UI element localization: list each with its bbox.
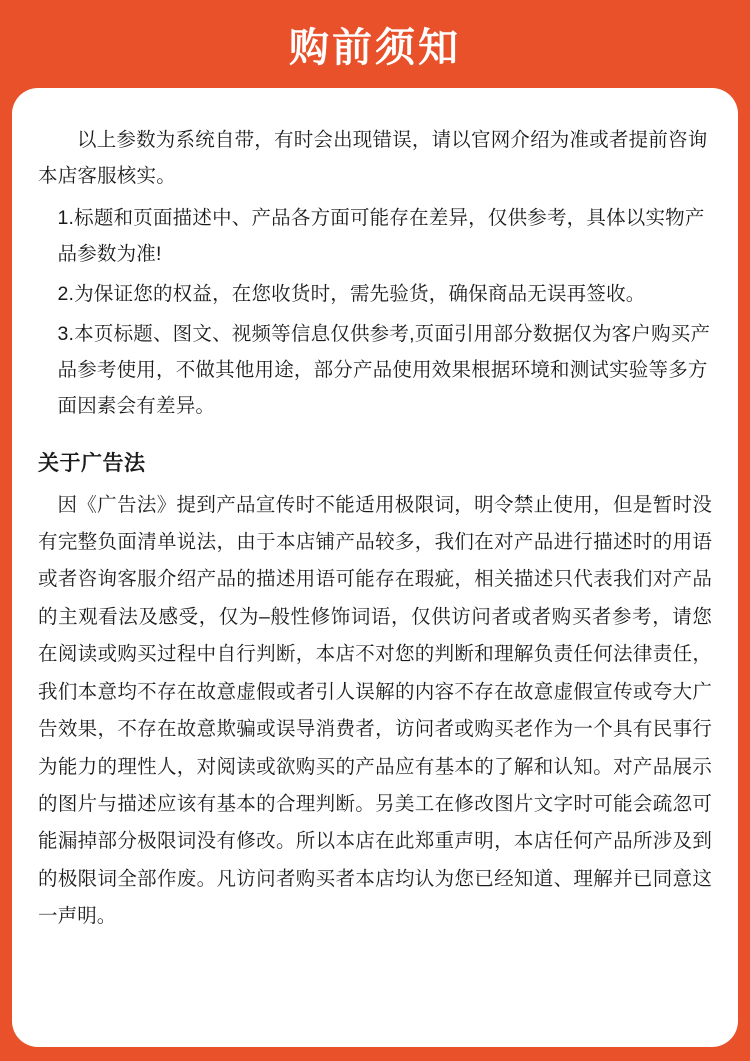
notice-item-1-text: 1.标题和页面描述中、产品各方面可能存在差异，仅供参考，具体以实物产品参数为准! [57,207,705,266]
notice-item-2 [38,276,712,312]
notice-item-1 [38,200,712,272]
notice-item-2-text: 2.为保证您的权益，在您收货时，需先验货，确保商品无误再签收。 [57,283,646,306]
notice-intro: 以上参数为系统自带，有时会出现错误，请以官网介绍为准或者提前咨询本店客服核实。 [38,129,708,188]
notice-card [12,88,738,1047]
adlaw-heading: 关于广告法 [38,451,146,475]
page-title: 购前须知 [289,26,461,70]
notice-item-3 [38,316,712,424]
adlaw-body: 因《广告法》提到产品宣传时不能适用极限词，明令禁止使用，但是暂时没有完整负面清单说法，由于本店铺产品较多，我们在对产品进行描述时的用语或者咨询客服介绍产品的描述用语可能存在瑕疵，相关描述只代表我们对产品的主观看法及感受，仅为–般性修饰词语，仅供访问者或者购买者参考，请您在阅读或购买过程中自行判断，本店不对您的判断和理解负责任何法律责任，我们本意均不存在故意虚假或者引人误解的内容不存在故意虚假宣传或夸大广告效果，不存在故意欺骗或误导消费者，访问者或购买老作为一个具有民事行为能力的理性人，对阅读或欲购买的产品应有基本的了解和认知。对产品展示的图片与描述应该有基本的合理判断。另美工在修改图片文字时可能会疏忽可能漏掉部分极限词没有修改。所以本店在此郑重声明，本店任何产品所涉及到的极限词全部作废。凡访问者购买者本店均认为您已经知道、理解并已同意这一声明。 [38,493,712,928]
notice-item-3-text: 3.本页标题、图文、视频等信息仅供参考,页面引用部分数据仅为客户购买产品参考使用，不做其他用途，部分产品使用效果根据环境和测试实验等多方面因素会有差异。 [57,323,711,418]
